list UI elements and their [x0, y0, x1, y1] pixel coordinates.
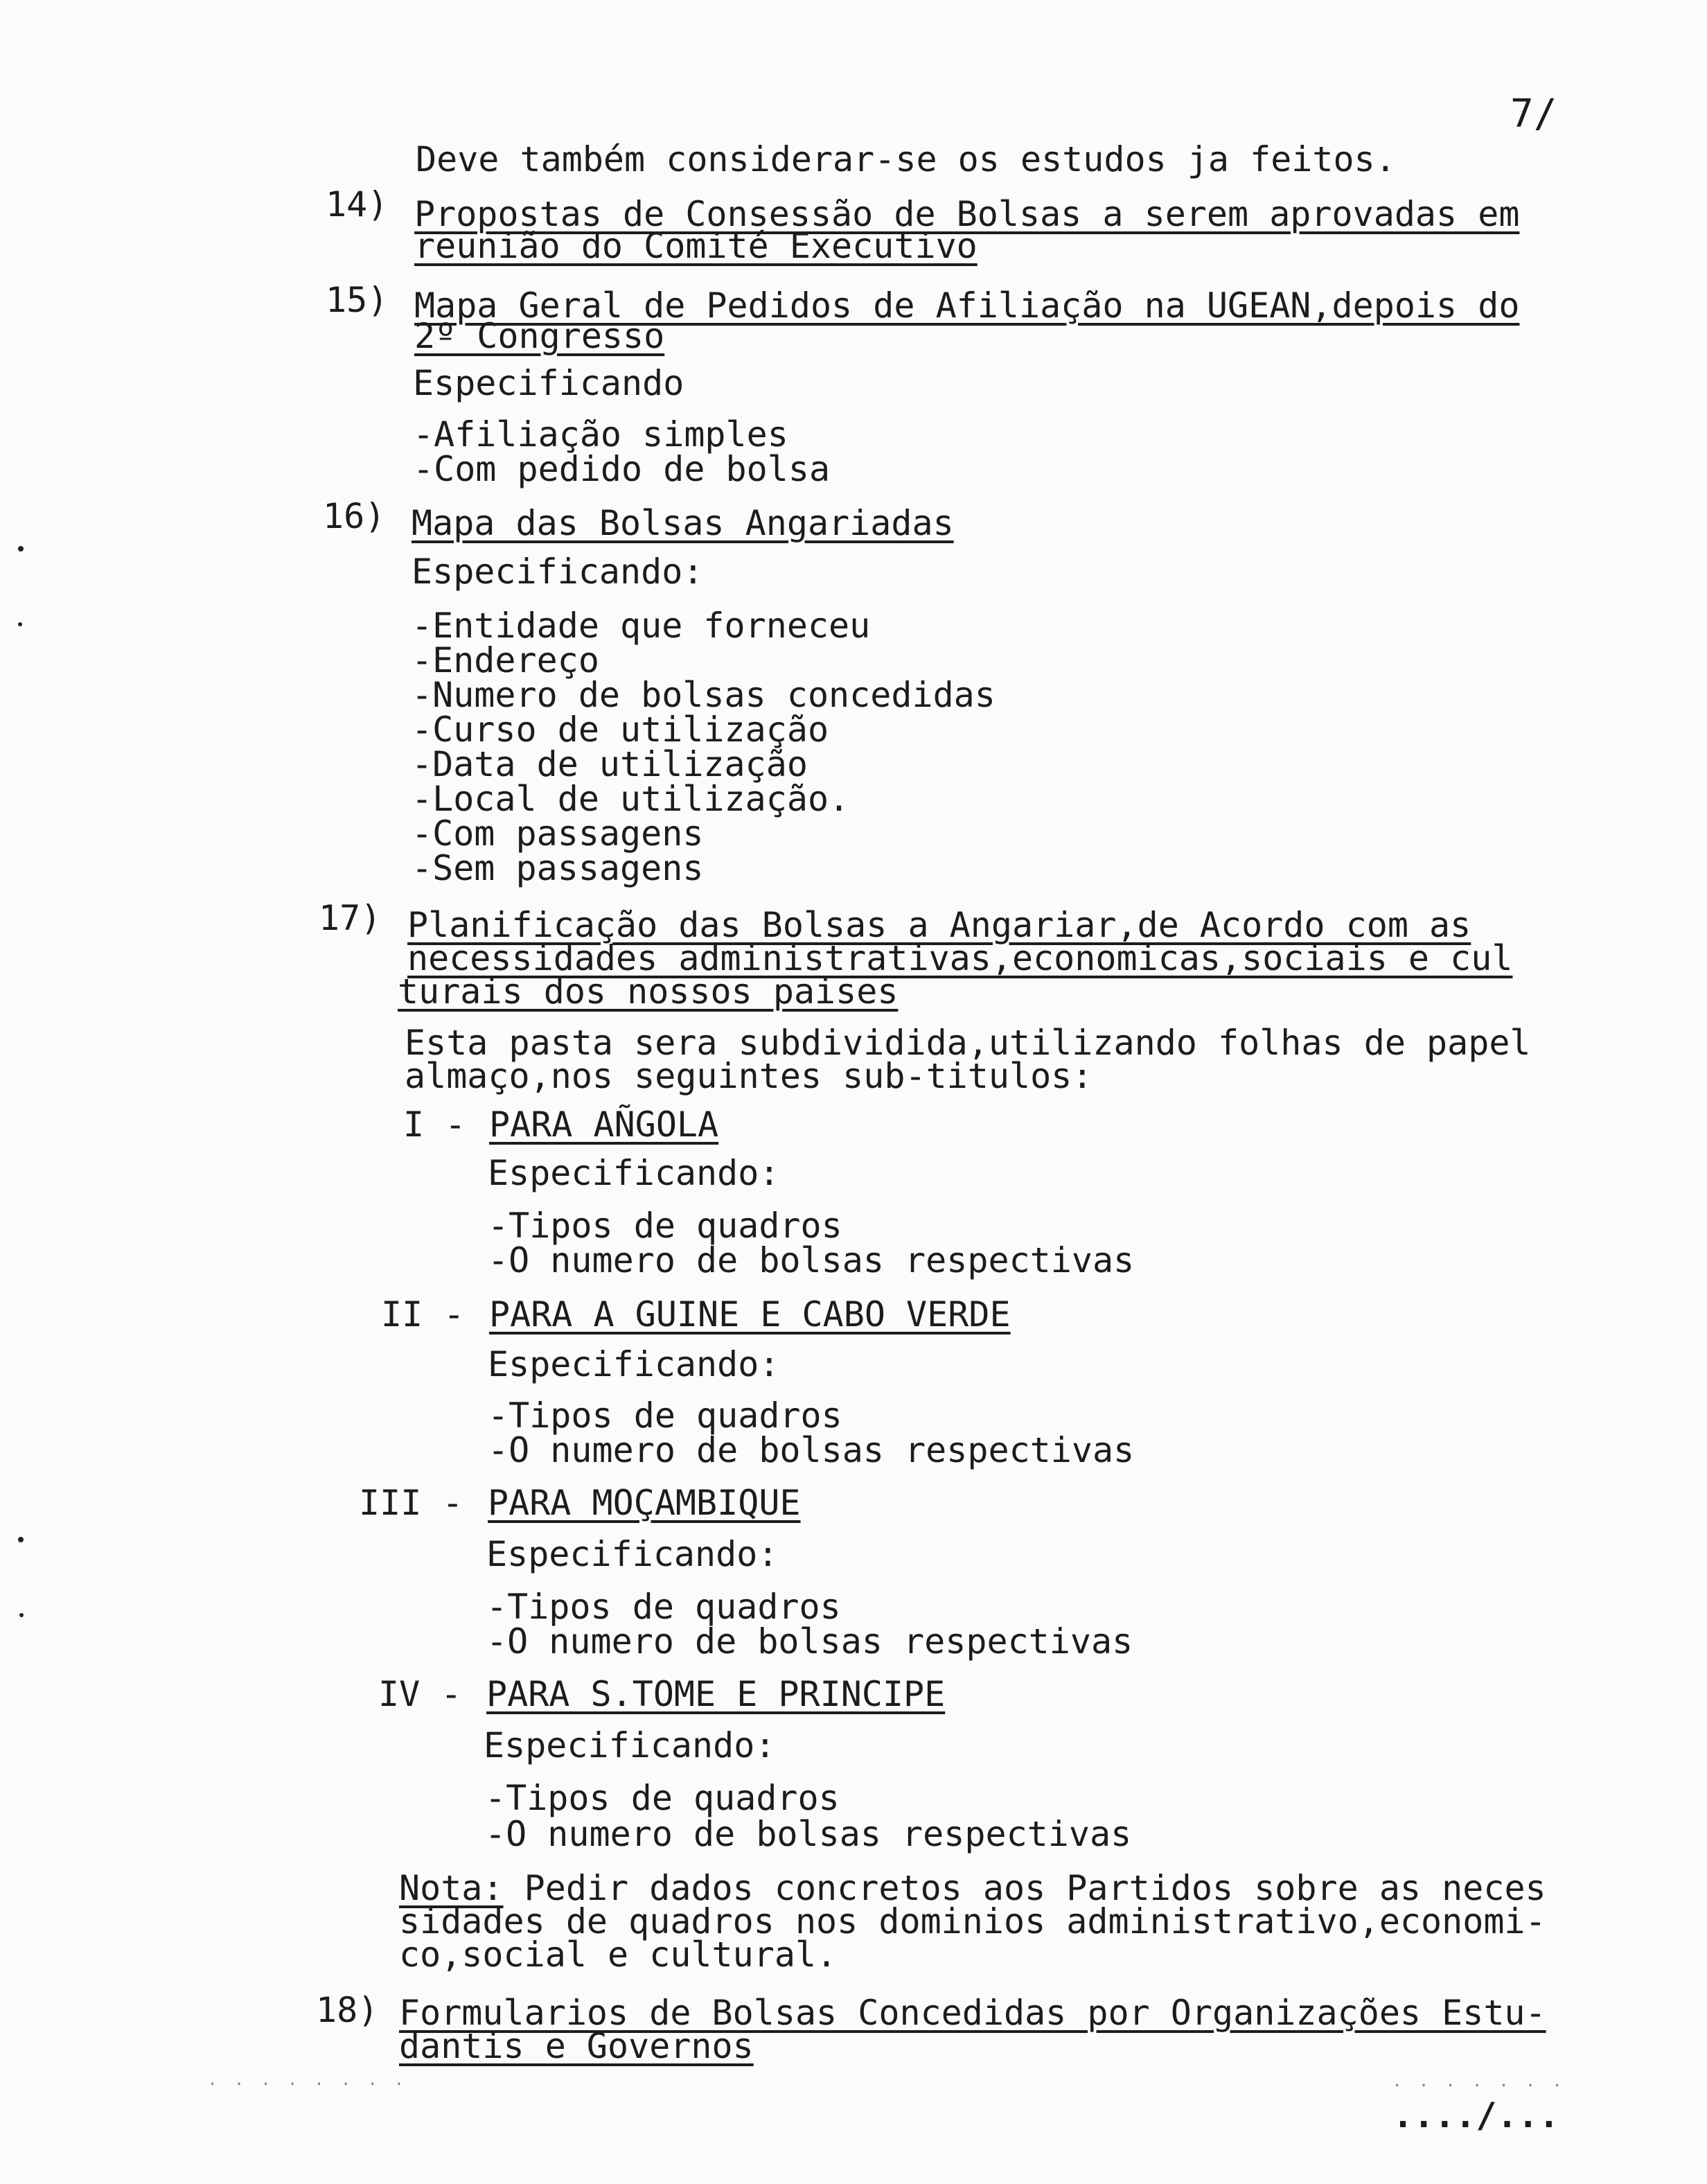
item-15-spec-label: Especificando: [413, 363, 684, 403]
scan-speck-row: . . . . . . .: [1392, 2073, 1566, 2090]
item-16-spec-label: Especificando:: [412, 552, 704, 592]
scan-speck: [18, 546, 24, 552]
item-15-title-line-1: Mapa Geral de Pedidos de Afiliação na UGEAN,depois do: [414, 285, 1520, 326]
scan-speck: [18, 1537, 24, 1542]
note-text: Pedir dados concretos aos Partidos sobre as neces: [503, 1868, 1546, 1908]
item-number-15: 15): [326, 280, 389, 320]
item-number-16: 16): [323, 496, 386, 536]
subsection-title-mocambique: PARA MOÇAMBIQUE: [488, 1483, 801, 1523]
subsection-spec-label: Especificando:: [486, 1534, 779, 1574]
subsection-spec-item: -O numero de bolsas respectivas: [486, 1621, 1133, 1662]
item-15-spec-item: -Afiliação simples: [413, 414, 788, 455]
note-line-1: [399, 1868, 1546, 1908]
subsection-spec-item: -Tipos de quadros: [488, 1206, 842, 1246]
subsection-title-s-tome: PARA S.TOME E PRINCIPE: [486, 1674, 946, 1714]
subsection-spec-item: -Tipos de quadros: [488, 1395, 842, 1436]
subsection-spec-item: -Tipos de quadros: [485, 1778, 840, 1818]
subsection-roman-IV: IV -: [378, 1674, 462, 1714]
item-17-title-line-2: necessidades administrativas,economicas,sociais e cul: [407, 938, 1513, 978]
subsection-spec-label: Especificando:: [484, 1725, 776, 1765]
subsection-roman-III: III -: [359, 1483, 463, 1523]
item-18-title-line-1: Formularios de Bolsas Concedidas por Organizações Estu-: [399, 1993, 1546, 2033]
item-15-spec-item: -Com pedido de bolsa: [413, 449, 831, 489]
subsection-roman-I: I -: [403, 1104, 466, 1145]
scan-speck-row: . . . . . . . .: [208, 2072, 408, 2089]
continuation-line: Deve também considerar-se os estudos ja feitos.: [416, 139, 1396, 179]
item-17-body-line-1: Esta pasta sera subdividida,utilizando folhas de papel: [405, 1023, 1531, 1063]
item-16-spec-item: -Curso de utilização: [412, 710, 829, 750]
item-16-spec-item: -Data de utilização: [412, 744, 808, 784]
item-number-18: 18): [316, 1990, 379, 2030]
subsection-spec-label: Especificando:: [488, 1344, 780, 1384]
note-line-2: sidades de quadros nos dominios administrativo,economi-: [399, 1901, 1546, 1941]
subsection-spec-item: -O numero de bolsas respectivas: [488, 1430, 1135, 1470]
item-18-title-line-2: dantis e Governos: [399, 2026, 754, 2066]
item-16-spec-item: -Sem passagens: [412, 848, 704, 888]
item-number-14: 14): [326, 184, 389, 224]
item-14-title-line-2: reunião do Comité Executivo: [414, 226, 978, 266]
subsection-spec-label: Especificando:: [488, 1153, 780, 1193]
item-17-body-line-2: almaço,nos seguintes sub-titulos:: [405, 1056, 1093, 1096]
item-16-spec-item: -Local de utilização.: [412, 779, 850, 819]
item-16-spec-item: -Entidade que forneceu: [412, 606, 871, 646]
scan-speck: [18, 622, 22, 626]
item-15-title-line-2: 2º Congresso: [414, 316, 665, 356]
note-line-3: co,social e cultural.: [399, 1935, 838, 1975]
scan-speck: [19, 1613, 24, 1617]
note-label: Nota:: [399, 1868, 504, 1908]
item-16-spec-item: -Numero de bolsas concedidas: [412, 675, 996, 715]
page-number: 7/: [1510, 91, 1557, 136]
footer-continuation: ..../...: [1392, 2095, 1559, 2135]
item-17-title-line-3: turais dos nossos paises: [398, 971, 899, 1012]
subsection-title-guine: PARA A GUINE E CABO VERDE: [489, 1294, 1011, 1335]
item-16-spec-item: -Com passagens: [412, 813, 704, 854]
item-16-spec-item: -Endereço: [412, 640, 599, 680]
subsection-roman-II: II -: [381, 1294, 465, 1335]
subsection-spec-item: -Tipos de quadros: [486, 1587, 841, 1627]
item-16-title: Mapa das Bolsas Angariadas: [412, 503, 954, 543]
subsection-title-angola: PARA AÑGOLA: [489, 1104, 719, 1145]
item-number-17: 17): [319, 898, 382, 938]
subsection-spec-item: -O numero de bolsas respectivas: [485, 1814, 1132, 1854]
item-17-title-line-1: Planificação das Bolsas a Angariar,de Acordo com as: [407, 905, 1471, 945]
item-14-title-line-1: Propostas de Consessão de Bolsas a serem aprovadas em: [414, 194, 1520, 234]
subsection-spec-item: -O numero de bolsas respectivas: [488, 1240, 1135, 1280]
